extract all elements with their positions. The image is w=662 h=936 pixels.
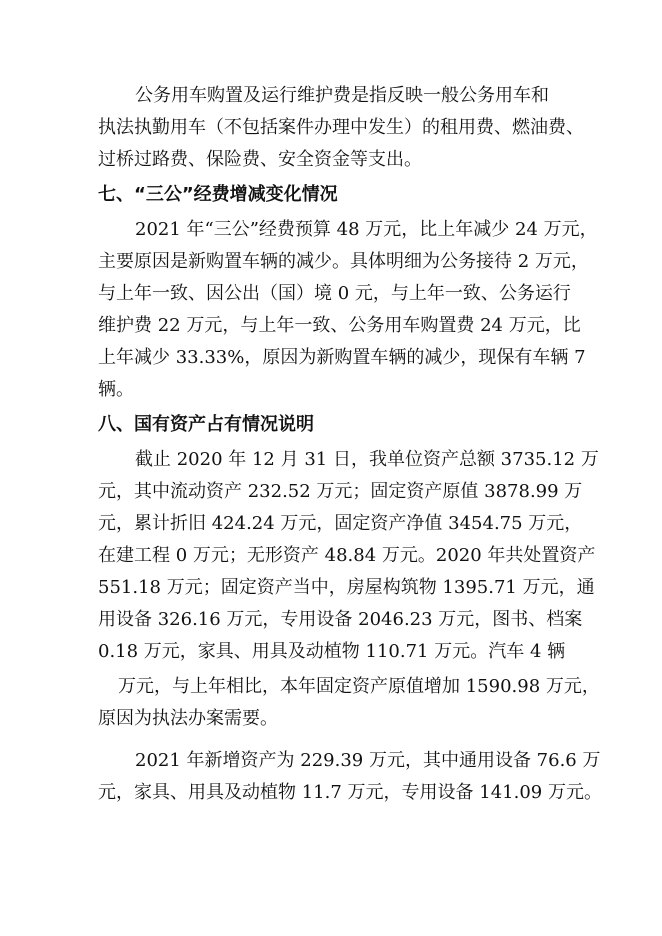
text-line: 与上年一致、因公出（国）境 0 元，与上年一致、公务运行 (98, 283, 571, 304)
text-line: 公务用车购置及运行维护费是指反映一般公务用车和 (135, 85, 549, 106)
section-heading-8: 八、国有资产占有情况说明 (98, 414, 314, 435)
text-line: 执法执勤用车（不包括案件办理中发生）的租用费、燃油费、 (98, 117, 584, 138)
section-heading-7: 七、“三公”经费增减变化情况 (98, 184, 338, 205)
text-line: 在建工程 0 万元；无形资产 48.84 万元。2020 年共处置资产 (98, 545, 596, 566)
text-line: 截止 2020 年 12 月 31 日，我单位资产总额 3735.12 万 (135, 449, 599, 470)
text-line: 2021 年“三公”经费预算 48 万元，比上年减少 24 万元， (135, 219, 598, 240)
text-line: 551.18 万元；固定资产当中，房屋构筑物 1395.71 万元，通 (98, 577, 595, 598)
text-line: 维护费 22 万元，与上年一致、公务用车购置费 24 万元，比 (98, 315, 581, 336)
text-line: 主要原因是新购置车辆的减少。具体明细为公务接待 2 万元， (98, 251, 589, 272)
text-line: 元，其中流动资产 232.52 万元；固定资产原值 3878.99 万 (98, 481, 583, 502)
text-line: 元，家具、用具及动植物 11.7 万元，专用设备 141.09 万元。 (98, 782, 602, 803)
text-line: 元，累计折旧 424.24 万元，固定资产净值 3454.75 万元， (98, 513, 583, 534)
text-line: 上年减少 33.33%，原因为新购置车辆的减少，现保有车辆 7 (98, 347, 586, 368)
text-line: 2021 年新增资产为 229.39 万元，其中通用设备 76.6 万 (135, 750, 601, 771)
text-line: 辆。 (98, 379, 134, 400)
text-line: 0.18 万元，家具、用具及动植物 110.71 万元。汽车 4 辆 (98, 641, 566, 662)
text-line: 原因为执法办案需要。 (98, 708, 278, 729)
section7-paragraph (98, 214, 598, 406)
document-page (98, 80, 602, 809)
spacer (98, 735, 568, 745)
intro-paragraph (98, 80, 584, 176)
text-line: 万元，与上年相比，本年固定资产原值增加 1590.98 万元， (118, 676, 600, 697)
text-line: 用设备 326.16 万元，专用设备 2046.23 万元，图书、档案 (98, 609, 583, 630)
section8-paragraph-1 (98, 444, 599, 668)
text-line: 过桥过路费、保险费、安全资金等支出。 (98, 149, 422, 170)
section8-paragraph-3 (98, 745, 602, 809)
section8-paragraph-2 (98, 671, 600, 735)
